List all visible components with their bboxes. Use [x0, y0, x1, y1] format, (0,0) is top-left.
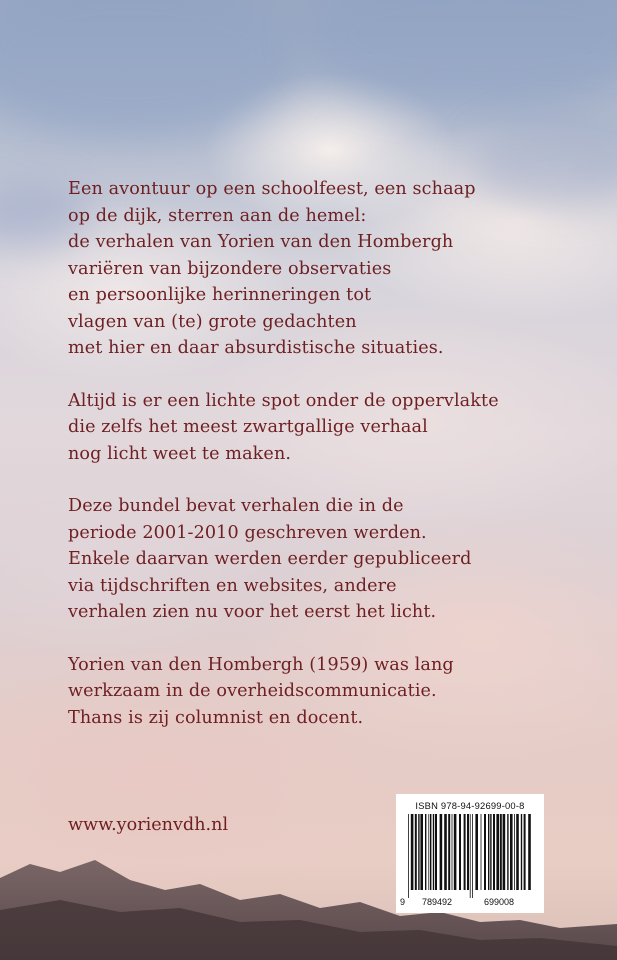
barcode-bar: [435, 814, 437, 890]
barcode-bar: [440, 814, 443, 890]
blurb-line: vlagen van (te) grote gedachten: [68, 311, 357, 332]
barcode-bar: [415, 814, 417, 890]
barcode-bar: [428, 814, 429, 890]
barcode-digits-right: 699008: [484, 897, 515, 907]
blurb-paragraph-3: [68, 493, 538, 626]
blurb-line: verhalen zien nu voor het eerst het licht.: [68, 602, 437, 622]
barcode-bar: [493, 814, 495, 890]
barcode-bar: [496, 814, 499, 890]
barcode-bar: [448, 814, 450, 890]
blurb-line: Altijd is er een lichte spot onder de oppervlakte: [68, 390, 499, 411]
barcode-bar: [510, 814, 513, 890]
barcode-bar: [503, 814, 506, 890]
barcode-bar: [433, 814, 434, 890]
barcode-bar: [475, 814, 478, 890]
blurb-line: variëren van bijzondere observaties: [68, 258, 392, 279]
barcode-bar: [528, 814, 531, 890]
barcode-bar: [481, 814, 482, 890]
barcode-digit-first: 9: [400, 897, 406, 907]
barcode-bar: [418, 814, 419, 890]
barcode-bar: [425, 814, 426, 890]
bio-line: Thans is zij columnist en docent.: [68, 707, 364, 728]
blurb-line: die zelfs het meest zwartgallige verhaal: [68, 417, 428, 437]
isbn-label: ISBN 978-94-92699-00-8: [415, 800, 525, 811]
blurb-line: en persoonlijke herinneringen tot: [68, 285, 372, 305]
blurb-paragraph-2: [68, 388, 538, 468]
blurb-line: periode 2001-2010 geschreven werden.: [68, 522, 427, 543]
barcode-bar: [514, 814, 515, 890]
isbn-barcode: [396, 794, 544, 913]
barcode-bar: [408, 814, 409, 898]
barcode-bar: [430, 814, 431, 890]
barcode-bar: [420, 814, 423, 890]
website-link[interactable]: www.yorienvdh.nl: [68, 815, 229, 835]
blurb-line: met hier en daar absurdistische situaties.: [68, 338, 444, 358]
barcode-bar: [411, 814, 414, 890]
blurb-line: Een avontuur op een schoolfeest, een schaap: [68, 179, 476, 199]
barcode-bar: [452, 814, 453, 890]
barcode-bar: [454, 814, 457, 890]
sky-patch: [0, 0, 300, 140]
barcode-bar: [484, 814, 486, 890]
barcode-bar: [470, 814, 471, 898]
sky-patch: [300, 0, 617, 110]
barcode-digits: [396, 897, 544, 909]
barcode-bar: [490, 814, 491, 890]
barcode-bar: [467, 814, 469, 890]
blurb-line: op de dijk, sterren aan de hemel:: [68, 205, 367, 226]
barcode-bar: [488, 814, 489, 890]
bio-line: Yorien van den Hombergh (1959) was lang: [68, 654, 454, 675]
barcode-bar: [472, 814, 473, 898]
barcode-bar: [524, 814, 526, 890]
barcode-bar: [521, 814, 522, 890]
blurb-line: via tijdschriften en websites, andere: [68, 575, 397, 596]
barcode-bar: [464, 814, 466, 890]
blurb-line: Enkele daarvan werden eerder gepubliceerd: [68, 549, 472, 569]
barcode-bar: [459, 814, 461, 890]
barcode-bar: [500, 814, 502, 890]
blurb-line: de verhalen van Yorien van den Hombergh: [68, 232, 454, 252]
bio-line: werkzaam in de overheidscommunicatie.: [68, 681, 437, 701]
barcode-bars: [408, 814, 532, 898]
barcode-bar: [444, 814, 447, 890]
blurb-paragraph-1: [68, 176, 538, 362]
author-bio: [68, 652, 538, 732]
blurb: [68, 176, 538, 757]
barcode-digits-left: 789492: [422, 897, 453, 907]
blurb-line: nog licht weet te maken.: [68, 443, 292, 464]
barcode-bar: [516, 814, 519, 890]
blurb-line: Deze bundel bevat verhalen die in de: [68, 496, 404, 516]
barcode-bar: [507, 814, 508, 890]
